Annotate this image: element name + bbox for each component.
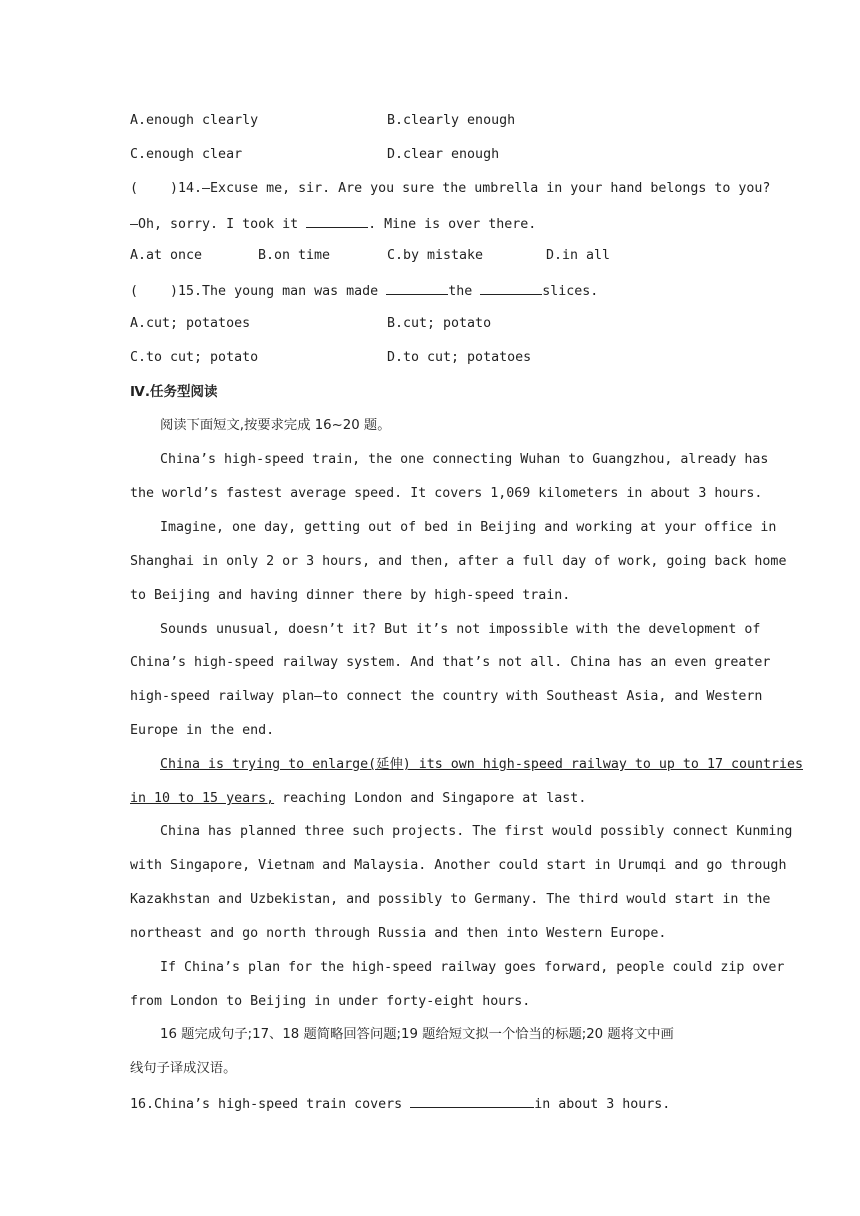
passage-p3-line-1: Sounds unusual, doesn’t it? But it’s not impossible with the development of: [160, 622, 761, 637]
q14-option-c[interactable]: C.by mistake: [387, 248, 484, 263]
passage-p2-line-2: Shanghai in only 2 or 3 hours, and then, after a full day of work, going back home: [130, 554, 787, 569]
q14-option-d[interactable]: D.in all: [546, 248, 611, 263]
q13-options-row-2: [130, 145, 730, 165]
passage-p6-line-1: If China’s plan for the high-speed railway goes forward, people could zip over: [160, 960, 785, 975]
passage-p3-line-2: China’s high-speed railway system. And that’s not all. China has an even greater: [130, 655, 771, 670]
q15-options-row-2: [130, 348, 730, 368]
passage-p1-line-2: the world’s fastest average speed. It covers 1,069 kilometers in about 3 hours.: [130, 486, 763, 501]
q15-option-c[interactable]: C.to cut; potato: [130, 350, 259, 365]
q15-blank-2[interactable]: [480, 280, 542, 295]
q14-text-after: . Mine is over there.: [368, 217, 537, 232]
q15-option-d[interactable]: D.to cut; potatoes: [387, 350, 532, 365]
q14-blank[interactable]: [306, 213, 368, 228]
passage-p1-line-1: China’s high-speed train, the one connecting Wuhan to Guangzhou, already has: [160, 452, 769, 467]
section-instruction: 阅读下面短文,按要求完成 16~20 题。: [160, 418, 391, 433]
q16-blank[interactable]: [410, 1093, 534, 1108]
q15-prefix: ( )15.The young man was made: [130, 284, 387, 299]
q13-option-c[interactable]: C.enough clear: [130, 147, 243, 162]
passage-underlined-line-1: China is trying to enlarge(延伸) its own high-speed railway to up to 17 countries: [160, 757, 804, 772]
q14-option-b[interactable]: B.on time: [258, 248, 331, 263]
q15-question: [130, 280, 730, 302]
task-instruction-line-1: 16 题完成句子;17、18 题简略回答问题;19 题给短文拟一个恰当的标题;20 题将文中画: [160, 1027, 674, 1042]
passage-p3-line-4: Europe in the end.: [130, 723, 275, 738]
passage-p2-line-3: to Beijing and having dinner there by high-speed train.: [130, 588, 571, 603]
q13-options-row-1: [130, 111, 730, 131]
q14-dialogue: [130, 213, 730, 235]
passage-p5-line-3: Kazakhstan and Uzbekistan, and possibly to Germany. The third would start in the: [130, 892, 771, 907]
passage-p2-line-1: Imagine, one day, getting out of bed in Beijing and working at your office in: [160, 520, 777, 535]
q13-option-d[interactable]: D.clear enough: [387, 147, 500, 162]
passage-p5-line-1: China has planned three such projects. The first would possibly connect Kunming: [160, 824, 793, 839]
q16-text-before: 16.China’s high-speed train covers: [130, 1097, 411, 1112]
q13-option-b[interactable]: B.clearly enough: [387, 113, 516, 128]
passage-p5-line-2: with Singapore, Vietnam and Malaysia. Another could start in Urumqi and go through: [130, 858, 787, 873]
passage-p6-line-2: from London to Beijing in under forty-eight hours.: [130, 994, 531, 1009]
section-heading: Ⅳ.任务型阅读: [130, 384, 218, 400]
q16-text-after: in about 3 hours.: [534, 1097, 671, 1112]
q16-question: [130, 1093, 730, 1115]
q15-options-row-1: [130, 314, 730, 334]
passage-p5-line-4: northeast and go north through Russia and then into Western Europe.: [130, 926, 667, 941]
q15-option-a[interactable]: A.cut; potatoes: [130, 316, 251, 331]
q13-option-a[interactable]: A.enough clearly: [130, 113, 259, 128]
q15-blank-1[interactable]: [386, 280, 448, 295]
passage-p3-line-3: high-speed railway plan—to connect the country with Southeast Asia, and Western: [130, 689, 763, 704]
q15-middle: the: [448, 284, 481, 299]
q14-text-before: —Oh, sorry. I took it: [130, 217, 307, 232]
q14-option-a[interactable]: A.at once: [130, 248, 203, 263]
q14-question: ( )14.—Excuse me, sir. Are you sure the umbrella in your hand belongs to you?: [130, 181, 771, 196]
q15-option-b[interactable]: B.cut; potato: [387, 316, 492, 331]
passage-underlined-line-2: in 10 to 15 years,: [130, 791, 275, 806]
task-instruction-line-2: 线句子译成汉语。: [130, 1061, 237, 1076]
q15-suffix: slices.: [542, 284, 599, 299]
passage-p4-line-2: [130, 789, 730, 809]
passage-p4-rest: reaching London and Singapore at last.: [274, 791, 587, 806]
